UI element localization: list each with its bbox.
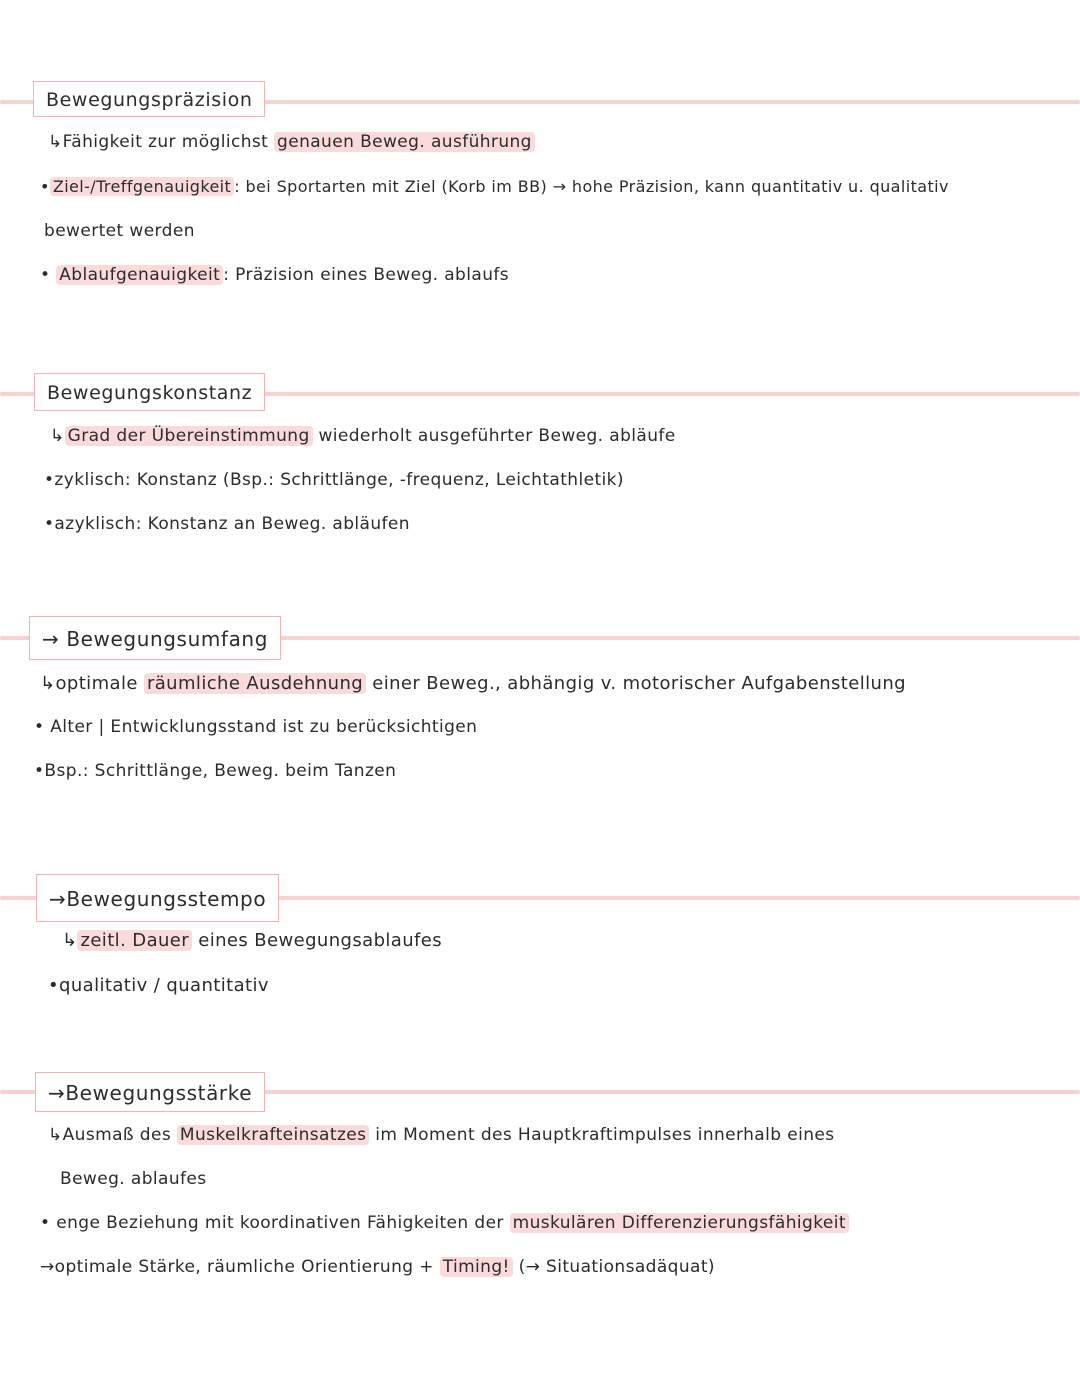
note-line: • Alter | Entwicklungsstand ist zu berücksichtigen	[34, 717, 478, 737]
section-heading: Bewegungspräzision	[33, 81, 265, 117]
highlight: Ziel-/Treffgenauigkeit	[50, 177, 234, 196]
highlight: muskulären Differenzierungsfähigkeit	[510, 1213, 849, 1233]
note-line: •azyklisch: Konstanz an Beweg. abläufen	[44, 514, 410, 534]
note-line: •Bsp.: Schrittlänge, Beweg. beim Tanzen	[34, 761, 397, 781]
section-heading: →Bewegungsstärke	[35, 1072, 265, 1112]
note-line: • Ziel-/Treffgenauigkeit : bei Sportarten mit Ziel (Korb im BB) → hohe Präzision, kann quantitativ u. qualitativ	[40, 177, 949, 196]
note-line: • enge Beziehung mit koordinativen Fähigkeiten der muskulären Differenzierungsfähigkeit	[40, 1213, 849, 1233]
highlight: Grad der Übereinstimmung	[65, 426, 313, 446]
note-line: ↳ zeitl. Dauer eines Bewegungsablaufes	[62, 930, 443, 951]
note-line: ↳optimale räumliche Ausdehnung einer Beweg., abhängig v. motorischer Aufgabenstellung	[40, 673, 906, 694]
note-line: ↳ Grad der Übereinstimmung wiederholt ausgeführter Beweg. abläufe	[50, 426, 676, 446]
highlight: Timing!	[440, 1257, 513, 1277]
note-line: →optimale Stärke, räumliche Orientierung + Timing! (→ Situationsadäquat)	[40, 1257, 715, 1277]
note-line: ↳Fähigkeit zur möglichst genauen Beweg. ausführung	[48, 132, 535, 152]
note-line: • Ablaufgenauigkeit : Präzision eines Beweg. ablaufs	[40, 265, 510, 285]
highlight: Muskelkrafteinsatzes	[177, 1125, 369, 1145]
note-line: •zyklisch: Konstanz (Bsp.: Schrittlänge, -frequenz, Leichtathletik)	[44, 470, 624, 490]
highlight: zeitl. Dauer	[77, 930, 192, 951]
section-heading: Bewegungskonstanz	[34, 373, 265, 411]
note-line: •qualitativ / quantitativ	[48, 975, 269, 996]
highlight: räumliche Ausdehnung	[144, 673, 366, 694]
note-line: Beweg. ablaufes	[60, 1169, 207, 1189]
highlight: Ablaufgenauigkeit	[56, 265, 223, 285]
section-heading: →Bewegungsstempo	[36, 874, 279, 922]
highlight: genauen Beweg. ausführung	[274, 132, 535, 152]
note-line: ↳Ausmaß des Muskelkrafteinsatzes im Moment des Hauptkraftimpulses innerhalb eines	[48, 1125, 835, 1145]
section-heading: → Bewegungsumfang	[29, 616, 281, 660]
note-line: bewertet werden	[44, 221, 195, 241]
